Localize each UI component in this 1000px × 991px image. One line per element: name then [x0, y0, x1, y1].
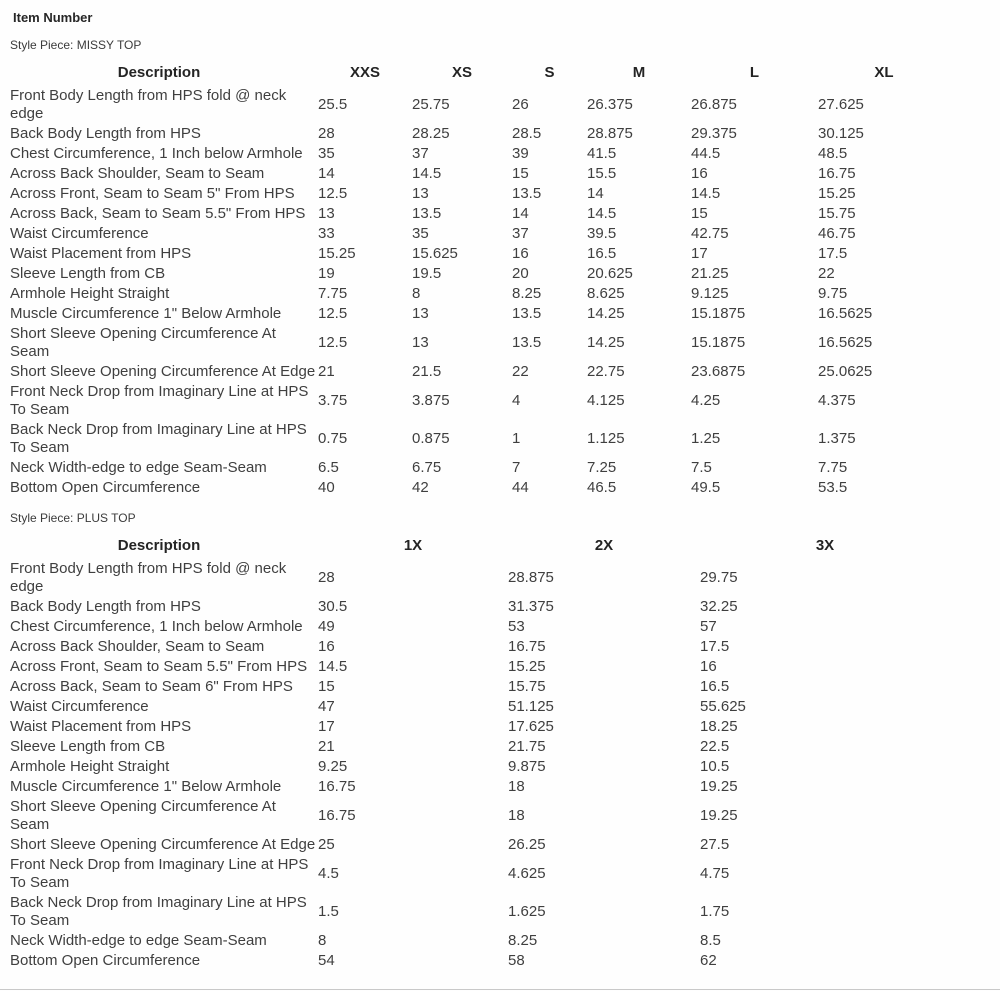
measurement-value: 1 [512, 430, 521, 447]
measurement-value: 13 [412, 185, 429, 202]
measurement-value: 26.25 [508, 836, 546, 853]
missy-top-size-table [0, 61, 950, 498]
measurement-value: 26.375 [587, 96, 633, 113]
plus-top-section [0, 511, 1000, 971]
measurement-value: 51.125 [508, 698, 554, 715]
measurement-value: 25.0625 [818, 363, 873, 380]
measurement-value: 8.625 [587, 285, 625, 302]
measurement-value: 19.25 [700, 778, 738, 795]
measurement-value: 15.1875 [691, 305, 746, 322]
measurement-description: Across Back, Seam to Seam 5.5" From HPS [10, 205, 306, 222]
measurement-row [0, 420, 950, 458]
measurement-value: 15.625 [412, 245, 458, 262]
measurement-value: 14 [318, 165, 335, 182]
description-column-header: Description [117, 537, 201, 554]
measurement-row [0, 777, 950, 797]
measurement-value: 29.375 [691, 125, 737, 142]
measurement-row [0, 324, 950, 362]
measurement-value: 9.75 [818, 285, 848, 302]
measurement-value: 17.625 [508, 718, 554, 735]
measurement-value: 35 [412, 225, 429, 242]
measurement-row [0, 559, 950, 597]
measurement-value: 22.5 [700, 738, 730, 755]
measurement-value: 46.5 [587, 479, 617, 496]
measurement-value: 12.5 [318, 305, 348, 322]
measurement-value: 1.25 [691, 430, 721, 447]
measurement-value: 14.25 [587, 334, 625, 351]
measurement-value: 16 [691, 165, 708, 182]
measurement-value: 14 [587, 185, 604, 202]
measurement-value: 53.5 [818, 479, 848, 496]
measurement-value: 37 [512, 225, 529, 242]
measurement-value: 16 [318, 638, 335, 655]
measurement-value: 14.5 [691, 185, 721, 202]
measurement-row [0, 204, 950, 224]
measurement-description: Waist Placement from HPS [10, 718, 192, 735]
measurement-value: 39 [512, 145, 529, 162]
measurement-value: 49.5 [691, 479, 721, 496]
measurement-value: 8 [318, 932, 327, 949]
measurement-value: 17.5 [818, 245, 848, 262]
plus-top-size-table [0, 534, 950, 971]
measurement-value: 7.75 [318, 285, 348, 302]
measurement-description: Muscle Circumference 1" Below Armhole [10, 778, 282, 795]
measurement-value: 1.125 [587, 430, 625, 447]
measurement-value: 10.5 [700, 758, 730, 775]
size-column-header: 1X [403, 537, 423, 554]
measurement-description: Neck Width-edge to edge Seam-Seam [10, 932, 267, 949]
measurement-row [0, 931, 950, 951]
measurement-value: 42.75 [691, 225, 729, 242]
measurement-description: Muscle Circumference 1" Below Armhole [10, 305, 282, 322]
measurement-value: 0.875 [412, 430, 450, 447]
measurement-description: Armhole Height Straight [10, 285, 170, 302]
measurement-value: 17 [318, 718, 335, 735]
measurement-value: 4.75 [700, 865, 730, 882]
measurement-value: 4 [512, 392, 521, 409]
measurement-description: Bottom Open Circumference [10, 479, 201, 496]
measurement-description: Short Sleeve Opening Circumference At Edge [10, 363, 316, 380]
measurement-value: 28.875 [587, 125, 633, 142]
measurement-value: 13.5 [512, 185, 542, 202]
measurement-value: 26 [512, 96, 529, 113]
measurement-value: 28 [318, 569, 335, 586]
measurement-value: 25 [318, 836, 335, 853]
measurement-value: 17.5 [700, 638, 730, 655]
measurement-description: Front Neck Drop from Imaginary Line at HPS To Seam [10, 383, 309, 418]
measurement-row [0, 86, 950, 124]
measurement-value: 3.875 [412, 392, 450, 409]
measurement-value: 33 [318, 225, 335, 242]
measurement-description: Waist Placement from HPS [10, 245, 192, 262]
measurement-value: 13.5 [412, 205, 442, 222]
measurement-value: 16 [700, 658, 717, 675]
measurement-value: 19.25 [700, 807, 738, 824]
measurement-row [0, 224, 950, 244]
measurement-value: 21.25 [691, 265, 729, 282]
measurement-description: Back Body Length from HPS [10, 598, 201, 615]
measurement-value: 32.25 [700, 598, 738, 615]
measurement-row [0, 478, 950, 498]
measurement-value: 21.5 [412, 363, 442, 380]
measurement-row [0, 597, 950, 617]
size-column-header: XL [874, 64, 894, 81]
measurement-value: 13 [412, 334, 429, 351]
measurement-value: 58 [508, 952, 525, 969]
measurement-value: 44.5 [691, 145, 721, 162]
measurement-value: 8.5 [700, 932, 721, 949]
measurement-row [0, 144, 950, 164]
measurement-value: 6.5 [318, 459, 339, 476]
measurement-row [0, 855, 950, 893]
measurement-row [0, 717, 950, 737]
measurement-row [0, 893, 950, 931]
measurement-value: 29.75 [700, 569, 738, 586]
measurement-value: 47 [318, 698, 335, 715]
measurement-description: Across Back Shoulder, Seam to Seam [10, 165, 265, 182]
measurement-value: 28 [318, 125, 335, 142]
bottom-divider [0, 989, 1000, 990]
size-column-header: XS [451, 64, 472, 81]
measurement-value: 31.375 [508, 598, 554, 615]
measurement-description: Across Back Shoulder, Seam to Seam [10, 638, 265, 655]
measurement-value: 21 [318, 363, 335, 380]
size-column-header: M [632, 64, 646, 81]
measurement-row [0, 164, 950, 184]
measurement-value: 35 [318, 145, 335, 162]
measurement-description: Across Front, Seam to Seam 5" From HPS [10, 185, 295, 202]
measurement-row [0, 737, 950, 757]
measurement-value: 20 [512, 265, 529, 282]
measurement-value: 28.875 [508, 569, 554, 586]
measurement-value: 37 [412, 145, 429, 162]
measurement-value: 54 [318, 952, 335, 969]
measurement-value: 16.75 [818, 165, 856, 182]
measurement-value: 4.5 [318, 865, 339, 882]
measurement-value: 4.625 [508, 865, 546, 882]
size-column-header: L [749, 64, 760, 81]
size-column-header: S [544, 64, 555, 81]
measurement-value: 25.75 [412, 96, 450, 113]
measurement-value: 0.75 [318, 430, 348, 447]
measurement-description: Chest Circumference, 1 Inch below Armhole [10, 145, 303, 162]
measurement-value: 30.5 [318, 598, 348, 615]
measurement-value: 13.5 [512, 305, 542, 322]
measurement-row [0, 637, 950, 657]
measurement-value: 15 [512, 165, 529, 182]
measurement-row [0, 244, 950, 264]
measurement-description: Bottom Open Circumference [10, 952, 201, 969]
measurement-value: 16.5 [700, 678, 730, 695]
measurement-value: 17 [691, 245, 708, 262]
measurement-description: Sleeve Length from CB [10, 738, 166, 755]
measurement-description: Front Neck Drop from Imaginary Line at HPS To Seam [10, 856, 309, 891]
measurement-value: 12.5 [318, 334, 348, 351]
header-row [0, 61, 950, 86]
measurement-value: 18 [508, 807, 525, 824]
measurement-description: Waist Circumference [10, 698, 149, 715]
measurement-value: 14.5 [412, 165, 442, 182]
measurement-value: 8 [412, 285, 421, 302]
measurement-row [0, 284, 950, 304]
measurement-value: 22 [818, 265, 835, 282]
measurement-row [0, 124, 950, 144]
size-column-header: 3X [815, 537, 835, 554]
measurement-description: Back Neck Drop from Imaginary Line at HPS To Seam [10, 894, 307, 929]
measurement-value: 13 [318, 205, 335, 222]
measurement-value: 15.25 [508, 658, 546, 675]
measurement-value: 48.5 [818, 145, 848, 162]
measurement-value: 39.5 [587, 225, 617, 242]
measurement-value: 26.875 [691, 96, 737, 113]
style-piece-label-missy: Style Piece: MISSY TOP [10, 38, 142, 52]
measurement-value: 15.1875 [691, 334, 746, 351]
measurement-value: 55.625 [700, 698, 746, 715]
measurement-value: 6.75 [412, 459, 442, 476]
measurement-value: 30.125 [818, 125, 864, 142]
measurement-description: Across Back, Seam to Seam 6" From HPS [10, 678, 293, 695]
measurement-value: 23.6875 [691, 363, 746, 380]
measurement-row [0, 677, 950, 697]
measurement-value: 3.75 [318, 392, 348, 409]
measurement-value: 53 [508, 618, 525, 635]
measurement-value: 15.5 [587, 165, 617, 182]
style-piece-label-plus: Style Piece: PLUS TOP [10, 511, 136, 525]
measurement-value: 19 [318, 265, 335, 282]
measurement-row [0, 382, 950, 420]
measurement-value: 21 [318, 738, 335, 755]
measurement-value: 4.125 [587, 392, 625, 409]
measurement-value: 57 [700, 618, 717, 635]
measurement-value: 16.5625 [818, 334, 873, 351]
measurement-description: Across Front, Seam to Seam 5.5" From HPS [10, 658, 308, 675]
measurement-value: 16.75 [508, 638, 546, 655]
measurement-value: 21.75 [508, 738, 546, 755]
measurement-row [0, 362, 950, 382]
measurement-row [0, 757, 950, 777]
measurement-value: 7 [512, 459, 521, 476]
measurement-row [0, 617, 950, 637]
item-number-heading: Item Number [13, 10, 93, 25]
measurement-value: 13.5 [512, 334, 542, 351]
measurement-row [0, 697, 950, 717]
measurement-row [0, 951, 950, 971]
measurement-value: 16.5625 [818, 305, 873, 322]
measurement-description: Short Sleeve Opening Circumference At Seam [10, 325, 276, 360]
measurement-value: 13 [412, 305, 429, 322]
measurement-value: 14.5 [318, 658, 348, 675]
measurement-value: 22.75 [587, 363, 625, 380]
size-column-header: XXS [349, 64, 380, 81]
measurement-row [0, 458, 950, 478]
measurement-description: Chest Circumference, 1 Inch below Armhole [10, 618, 303, 635]
measurement-value: 7.5 [691, 459, 712, 476]
measurement-row [0, 264, 950, 284]
measurement-value: 4.25 [691, 392, 721, 409]
measurement-value: 7.25 [587, 459, 617, 476]
measurement-description: Neck Width-edge to edge Seam-Seam [10, 459, 267, 476]
measurement-value: 44 [512, 479, 529, 496]
measurement-row [0, 657, 950, 677]
measurement-value: 18 [508, 778, 525, 795]
measurement-value: 14.25 [587, 305, 625, 322]
measurement-row [0, 184, 950, 204]
measurement-description: Short Sleeve Opening Circumference At Seam [10, 798, 276, 833]
measurement-description: Armhole Height Straight [10, 758, 170, 775]
measurement-value: 1.75 [700, 903, 730, 920]
measurement-value: 15.25 [818, 185, 856, 202]
measurement-value: 15 [318, 678, 335, 695]
measurement-value: 22 [512, 363, 529, 380]
description-column-header: Description [117, 64, 201, 81]
measurement-value: 14.5 [587, 205, 617, 222]
measurement-description: Waist Circumference [10, 225, 149, 242]
measurement-value: 19.5 [412, 265, 442, 282]
missy-top-section [0, 38, 1000, 498]
measurement-value: 15.75 [818, 205, 856, 222]
measurement-value: 27.5 [700, 836, 730, 853]
measurement-value: 1.625 [508, 903, 546, 920]
measurement-value: 15 [691, 205, 708, 222]
measurement-value: 62 [700, 952, 717, 969]
measurement-row [0, 797, 950, 835]
measurement-value: 25.5 [318, 96, 348, 113]
measurement-value: 9.125 [691, 285, 729, 302]
measurement-value: 15.75 [508, 678, 546, 695]
measurement-description: Short Sleeve Opening Circumference At Edge [10, 836, 316, 853]
measurement-value: 16 [512, 245, 529, 262]
measurement-value: 42 [412, 479, 429, 496]
measurement-value: 49 [318, 618, 335, 635]
measurement-description: Front Body Length from HPS fold @ neck edge [10, 87, 287, 122]
measurement-value: 8.25 [508, 932, 538, 949]
measurement-value: 7.75 [818, 459, 848, 476]
measurement-value: 28.5 [512, 125, 542, 142]
measurement-description: Back Body Length from HPS [10, 125, 201, 142]
measurement-value: 4.375 [818, 392, 856, 409]
measurement-description: Sleeve Length from CB [10, 265, 166, 282]
measurement-value: 40 [318, 479, 335, 496]
size-column-header: 2X [594, 537, 614, 554]
measurement-value: 1.5 [318, 903, 339, 920]
measurement-value: 41.5 [587, 145, 617, 162]
measurement-value: 27.625 [818, 96, 864, 113]
measurement-value: 14 [512, 205, 529, 222]
measurement-value: 12.5 [318, 185, 348, 202]
measurement-row [0, 835, 950, 855]
measurement-value: 46.75 [818, 225, 856, 242]
measurement-value: 8.25 [512, 285, 542, 302]
measurement-value: 9.25 [318, 758, 348, 775]
measurement-value: 16.75 [318, 807, 356, 824]
measurement-value: 9.875 [508, 758, 546, 775]
measurement-value: 16.75 [318, 778, 356, 795]
measurement-value: 15.25 [318, 245, 356, 262]
measurement-row [0, 304, 950, 324]
measurement-description: Back Neck Drop from Imaginary Line at HPS To Seam [10, 421, 307, 456]
measurement-description: Front Body Length from HPS fold @ neck edge [10, 560, 287, 595]
measurement-value: 16.5 [587, 245, 617, 262]
measurement-value: 28.25 [412, 125, 450, 142]
header-row [0, 534, 950, 559]
measurement-value: 20.625 [587, 265, 633, 282]
measurement-value: 18.25 [700, 718, 738, 735]
measurement-value: 1.375 [818, 430, 856, 447]
